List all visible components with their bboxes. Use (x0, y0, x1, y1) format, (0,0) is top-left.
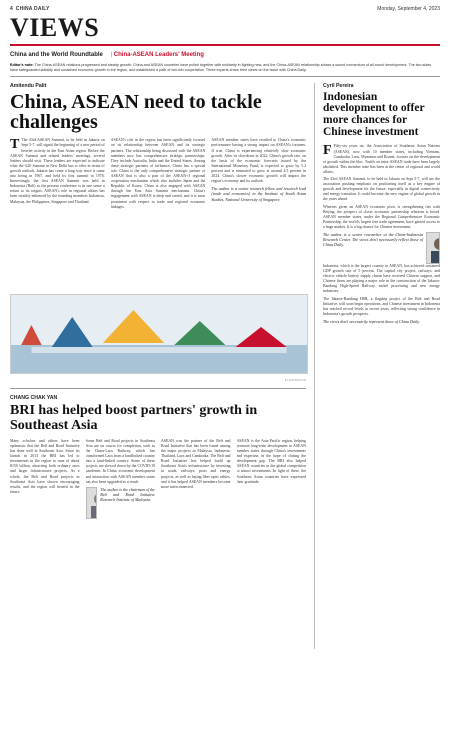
date: Monday, September 4, 2023 (377, 6, 440, 12)
editor-note-text: The China-ASEAN relations progressed and steady growth. China and ASEAN countries have pulled together with solidarity in fighting new, and the China-ASEAN relationship shows a sound momentum of all-round development. The two sides have safeguarded stability and sustained economic growth in the region, and established a path of win-win cooperation. Three experts share their views on the issue with China Daily. (10, 63, 432, 72)
illustration-credit: ILLUSTRATION (284, 378, 306, 383)
section-header (10, 15, 440, 41)
paragraph: ASEAN member states have resulted to China's economic performance having a strong impact on ASEAN's fortunes. If true, China is experiencing relatively slow economic growth. After its slowdown in 2022, China's growth rate, on the basis of the economic forecasts issued by the International Monetary Fund, is expected to grow by 5.2 percent and is estimated to grow at around 4.5 percent in 2024. China's slower economic growth will impact the region's economy and its outlook. (211, 138, 307, 184)
paragraph: Many scholars and others have been optimistic that the Belt and Road Initiative has done well in Southeast Asia. Since its launch in 2013 the BRI has led to investments in the region to tune of about $150 billion, attracting both ordinary ones and larger infrastructure projects. As a whole, the Belt and Road projects in Southeast Asia have shown encouraging results, and the region will benefit in the future. (10, 438, 80, 494)
article-3-headline: Indonesian development to offer more chances for Chinese investment (323, 90, 425, 138)
article-3-bio-wrap (323, 232, 440, 264)
article-1-col (10, 138, 105, 290)
article-2-col (86, 439, 156, 649)
section-rule (10, 44, 440, 46)
right-pane (315, 83, 440, 649)
editor-note-label: Editor's note: (10, 63, 34, 67)
author-photo (86, 487, 98, 519)
article-1-bio: The author is a senior research fellow and research lead (trade and economics) in the Institute of South Asian Studies, National University of Singapore. (211, 186, 307, 202)
author-photo-icon (427, 233, 440, 263)
dropcap: F (323, 144, 332, 159)
article-1-col (211, 138, 306, 290)
paragraph: Some Belt and Road projects in Southeast Asia are on course for completion, such as the China-Laos Railway, which has transformed Laos from a landlocked country into a land-linked country. Some of these projects are slowed down by the COVID-19 pandemic. In China, economic development and interaction with ASEAN member states has also been upgraded as a result. (85, 438, 155, 484)
paragraph: Indonesia, which is the largest country in ASEAN, has achieved sustained GDP growth rate of 5 percent. The capital city project, railways, and electric vehicle battery supply chains have received Chinese support, and Chinese firms are playing a major role in the construction of the Jakarta-Bandung High-Speed Railway, nickel processing and new energy industries. (323, 263, 440, 294)
page-number: 4 (10, 6, 13, 12)
banner-right: China-ASEAN Leaders' Meeting (113, 51, 204, 58)
article-1-col (111, 138, 206, 290)
article-2-headline: BRI has helped boost partners' growth in Southeast Asia (10, 403, 258, 433)
content-columns (10, 83, 440, 649)
left-pane (10, 83, 315, 649)
divider (10, 388, 306, 389)
logo: CHINA DAILY (15, 6, 50, 12)
article-3-tagline: The views don't necessarily represent those of China Daily. (323, 318, 420, 324)
section-title: VIEWS (10, 13, 100, 42)
banner-separator: | (108, 51, 114, 58)
editor-note (10, 63, 440, 77)
paragraph: ASEAN's role in the region has been significantly focused on its relationship between ASEAN and its strategic partners. The relationship being discussed with the ASEAN members now has comprehensive strategic partnerships. They include Australia, India and the United States. Among these strategic partners of influence, China has a special role. China is the only comprehensive strategic partner of ASEAN that is also a part of the ASEAN+3 regional cooperation mechanism which also includes Japan and the Republic of Korea. China is also engaged with ASEAN through the East Asia Summit mechanism. China's engagement with ASEAN is deep and varied, and it is most prominent with respect to trade and regional economic linkages. (110, 138, 206, 209)
paragraph: The 43rd ASEAN Summit, to be held in Jakarta on Sept 5-7, will see the association pushing emphasis on positioning itself as a key engine of growth and development for the future, especially in digital connectivity and energy transition. It could become the new engine of global growth in the years ahead. (323, 177, 440, 202)
article-1-illustration (10, 294, 308, 374)
author-photo-icon (87, 488, 98, 518)
paragraph: Fifty-six years on, the Association of Southeast Asian Nations (ASEAN), now with 10 member states, including Vietnam, Cambodia, Laos, Myanmar and Brunei, focuses on the development of growth within the bloc. Tariffs on intra-ASEAN trade have been largely abolished. This member state has been at the center of regional and world affairs. (323, 144, 440, 174)
topic-banner (10, 49, 440, 60)
article-1-headline: China, ASEAN need to tackle challenges (10, 90, 262, 133)
ships-illustration (11, 295, 307, 373)
article-3-author: Cyril Pereira (323, 82, 354, 89)
author-photo (426, 232, 440, 264)
article-2-col (237, 439, 307, 649)
article-1-author: Amitendu Palit (10, 82, 47, 89)
article-1 (10, 83, 306, 383)
article-2-author: CHANG CHAK YAN (10, 395, 58, 402)
article-2-col (161, 439, 231, 649)
paragraph: The 43rd ASEAN Summit, to be held in Jakarta on Sept 5-7, will signal the beginning of a new period of heavier activity in the East Asian region. Before the ASEAN Summit and related leaders' meetings, several leaders should visit. These leaders are expected to indicate what the G20 Summit in New Delhi has to offer in terms of growth outlook. Jakarta has come a long way since it came into being in 1967, and held its first summit in 1976. Interestingly, the first ASEAN Summit was held in Indonesia (Bali) so the present conference is in one sense a return to its origins. ASEAN's role in regional affairs has been steadily enhanced by the founding members Indonesia, Malaysia, the Philippines, Singapore and Thailand. (10, 138, 105, 204)
article-2 (10, 395, 306, 649)
paragraph: ASEAN was the partner of the Belt and Road Initiative that has been found among the major projects in Malaysia, Indonesia, Thailand, Laos and Cambodia. The Belt and Road Initiative has helped build up Southeast Asia's infrastructure by investing in roads, railways, ports and energy projects, as well as laying fiber optic cables, and it has helped ASEAN members become more interconnected. (161, 438, 231, 489)
masthead-small (10, 6, 50, 12)
article-2-col (10, 439, 80, 649)
article-2-body (10, 439, 306, 649)
paragraph: Whereas given an ASEAN economic pivot is strengthening ties with Beijing, the prospect of closer economic partnership relations is broad. ASEAN member states, under the Regional Comprehensive Economic Partnership, the world's largest free trade agreement, have gained access to a huge market. It is a big chance for Chinese investment. (323, 204, 440, 229)
article-1-body (10, 138, 306, 290)
paragraph: The Jakarta-Bandung HSR, a flagship project of the Belt and Road Initiative, will soon begin operations, and Chinese investment in Indonesia has reached record levels in recent years, reflecting strong confidence in Indonesia's growth prospects. (323, 296, 440, 316)
article-3-bio: The author is a senior researcher at the China-Indonesia Research Center. The views don't necessarily reflect those of China Daily. (323, 231, 423, 248)
article-2-bio-wrap (86, 487, 156, 519)
article-3-body (323, 144, 440, 569)
paragraph: ASEAN is the Asia-Pacific region, helping promote long-term development in ASEAN member states through China's investments and expertise, in the hope of closing the development gap. The BRI also helped ASEAN countries in the global competition to attract investments. In light of these, the Southeast Asian countries have expressed their gratitude. (236, 438, 306, 484)
dropcap: T (10, 138, 20, 153)
article-2-bio: The author is the chairman of the Belt and Road Initiative Research Institute of Malaysia. (100, 486, 155, 503)
banner-left: China and the World Roundtable (10, 51, 103, 58)
